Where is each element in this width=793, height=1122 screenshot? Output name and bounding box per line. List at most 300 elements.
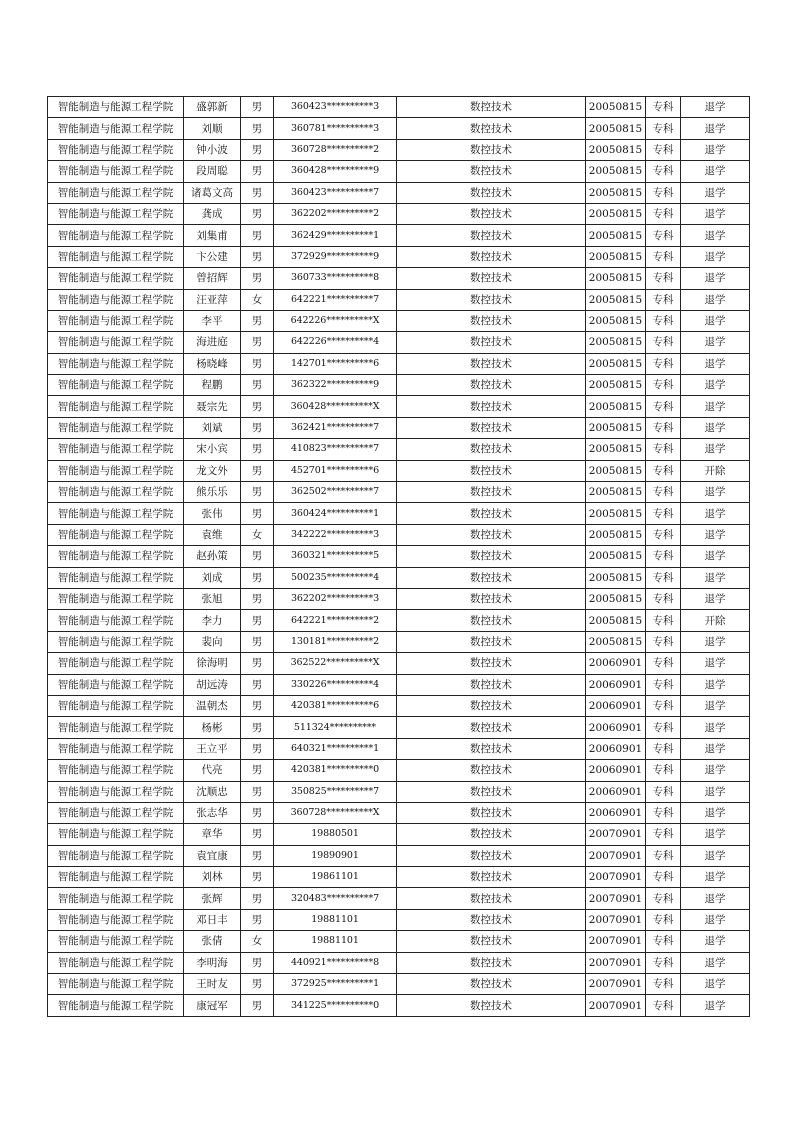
- cell-enroll-date: 20050815: [586, 631, 646, 652]
- cell-level: 专科: [646, 503, 681, 524]
- table-row: [48, 674, 750, 695]
- cell-name: 沈顺忠: [184, 781, 241, 802]
- cell-status: 退学: [681, 246, 750, 267]
- cell-sex: 男: [241, 824, 274, 845]
- cell-id-number: 350825**********7: [274, 781, 397, 802]
- cell-name: 章华: [184, 824, 241, 845]
- cell-enroll-date: 20050815: [586, 246, 646, 267]
- cell-name: 康冠军: [184, 995, 241, 1016]
- cell-status: 退学: [681, 310, 750, 331]
- cell-major: 数控技术: [397, 888, 586, 909]
- table-row: [48, 503, 750, 524]
- cell-name: 龚成: [184, 203, 241, 224]
- cell-level: 专科: [646, 139, 681, 160]
- cell-status: 退学: [681, 867, 750, 888]
- cell-sex: 男: [241, 439, 274, 460]
- cell-college: 智能制造与能源工程学院: [48, 482, 184, 503]
- cell-sex: 女: [241, 524, 274, 545]
- cell-enroll-date: 20070901: [586, 909, 646, 930]
- cell-major: 数控技术: [397, 738, 586, 759]
- cell-sex: 男: [241, 353, 274, 374]
- cell-name: 刘集甫: [184, 225, 241, 246]
- cell-sex: 男: [241, 310, 274, 331]
- cell-sex: 男: [241, 139, 274, 160]
- cell-level: 专科: [646, 674, 681, 695]
- cell-id-number: 19881101: [274, 909, 397, 930]
- cell-status: 退学: [681, 760, 750, 781]
- table-row: [48, 974, 750, 995]
- cell-enroll-date: 20050815: [586, 182, 646, 203]
- cell-enroll-date: 20050815: [586, 97, 646, 118]
- cell-name: 盛郭新: [184, 97, 241, 118]
- cell-major: 数控技术: [397, 802, 586, 823]
- table-row: [48, 588, 750, 609]
- cell-college: 智能制造与能源工程学院: [48, 246, 184, 267]
- table-row: [48, 182, 750, 203]
- cell-major: 数控技术: [397, 375, 586, 396]
- cell-enroll-date: 20070901: [586, 824, 646, 845]
- cell-name: 张倩: [184, 931, 241, 952]
- table-row: [48, 524, 750, 545]
- cell-id-number: 410823**********7: [274, 439, 397, 460]
- cell-id-number: 452701**********6: [274, 460, 397, 481]
- cell-name: 曾招辉: [184, 268, 241, 289]
- cell-enroll-date: 20050815: [586, 268, 646, 289]
- cell-enroll-date: 20050815: [586, 439, 646, 460]
- cell-name: 刘成: [184, 567, 241, 588]
- cell-college: 智能制造与能源工程学院: [48, 139, 184, 160]
- cell-college: 智能制造与能源工程学院: [48, 695, 184, 716]
- cell-sex: 女: [241, 931, 274, 952]
- table-row: [48, 246, 750, 267]
- table-row: [48, 417, 750, 438]
- cell-name: 李平: [184, 310, 241, 331]
- cell-id-number: 360781**********3: [274, 118, 397, 139]
- cell-sex: 男: [241, 738, 274, 759]
- cell-sex: 男: [241, 760, 274, 781]
- cell-name: 龙文外: [184, 460, 241, 481]
- cell-level: 专科: [646, 824, 681, 845]
- cell-college: 智能制造与能源工程学院: [48, 203, 184, 224]
- cell-status: 退学: [681, 631, 750, 652]
- cell-level: 专科: [646, 909, 681, 930]
- cell-id-number: 420381**********0: [274, 760, 397, 781]
- cell-college: 智能制造与能源工程学院: [48, 460, 184, 481]
- table-row: [48, 203, 750, 224]
- cell-major: 数控技术: [397, 845, 586, 866]
- cell-level: 专科: [646, 118, 681, 139]
- cell-status: 退学: [681, 931, 750, 952]
- cell-sex: 男: [241, 503, 274, 524]
- cell-enroll-date: 20050815: [586, 567, 646, 588]
- cell-college: 智能制造与能源工程学院: [48, 503, 184, 524]
- cell-college: 智能制造与能源工程学院: [48, 524, 184, 545]
- cell-level: 专科: [646, 203, 681, 224]
- table-row: [48, 289, 750, 310]
- cell-enroll-date: 20060901: [586, 717, 646, 738]
- cell-sex: 男: [241, 118, 274, 139]
- cell-major: 数控技术: [397, 203, 586, 224]
- cell-major: 数控技术: [397, 867, 586, 888]
- cell-name: 段周聪: [184, 161, 241, 182]
- cell-id-number: 362522**********X: [274, 653, 397, 674]
- cell-enroll-date: 20070901: [586, 931, 646, 952]
- cell-name: 海进庭: [184, 332, 241, 353]
- cell-level: 专科: [646, 802, 681, 823]
- cell-major: 数控技术: [397, 139, 586, 160]
- cell-id-number: 360423**********7: [274, 182, 397, 203]
- cell-status: 退学: [681, 888, 750, 909]
- cell-status: 退学: [681, 824, 750, 845]
- cell-major: 数控技术: [397, 610, 586, 631]
- cell-status: 退学: [681, 503, 750, 524]
- cell-status: 退学: [681, 524, 750, 545]
- cell-enroll-date: 20050815: [586, 353, 646, 374]
- cell-college: 智能制造与能源工程学院: [48, 225, 184, 246]
- cell-id-number: 372929**********9: [274, 246, 397, 267]
- cell-enroll-date: 20060901: [586, 760, 646, 781]
- cell-enroll-date: 20050815: [586, 588, 646, 609]
- cell-sex: 男: [241, 781, 274, 802]
- cell-major: 数控技术: [397, 503, 586, 524]
- cell-level: 专科: [646, 567, 681, 588]
- cell-sex: 男: [241, 396, 274, 417]
- cell-sex: 男: [241, 995, 274, 1016]
- cell-college: 智能制造与能源工程学院: [48, 867, 184, 888]
- cell-college: 智能制造与能源工程学院: [48, 845, 184, 866]
- cell-level: 专科: [646, 310, 681, 331]
- cell-major: 数控技术: [397, 588, 586, 609]
- table-row: [48, 396, 750, 417]
- cell-id-number: 642226**********X: [274, 310, 397, 331]
- cell-enroll-date: 20050815: [586, 332, 646, 353]
- cell-name: 袁宜康: [184, 845, 241, 866]
- cell-status: 退学: [681, 417, 750, 438]
- cell-id-number: 360321**********5: [274, 546, 397, 567]
- cell-level: 专科: [646, 995, 681, 1016]
- cell-college: 智能制造与能源工程学院: [48, 653, 184, 674]
- cell-name: 钟小波: [184, 139, 241, 160]
- cell-college: 智能制造与能源工程学院: [48, 931, 184, 952]
- cell-enroll-date: 20050815: [586, 161, 646, 182]
- cell-major: 数控技术: [397, 439, 586, 460]
- cell-id-number: 642226**********4: [274, 332, 397, 353]
- cell-sex: 男: [241, 246, 274, 267]
- cell-id-number: 360728**********X: [274, 802, 397, 823]
- cell-id-number: 362421**********7: [274, 417, 397, 438]
- cell-sex: 男: [241, 653, 274, 674]
- cell-sex: 男: [241, 97, 274, 118]
- cell-id-number: 362429**********1: [274, 225, 397, 246]
- cell-college: 智能制造与能源工程学院: [48, 824, 184, 845]
- cell-name: 刘林: [184, 867, 241, 888]
- cell-level: 专科: [646, 375, 681, 396]
- table-row: [48, 952, 750, 973]
- cell-major: 数控技术: [397, 332, 586, 353]
- table-row: [48, 546, 750, 567]
- cell-major: 数控技术: [397, 417, 586, 438]
- cell-status: 退学: [681, 974, 750, 995]
- cell-enroll-date: 20050815: [586, 460, 646, 481]
- cell-enroll-date: 20050815: [586, 417, 646, 438]
- cell-name: 刘顺: [184, 118, 241, 139]
- cell-level: 专科: [646, 268, 681, 289]
- table-row: [48, 631, 750, 652]
- cell-name: 袁维: [184, 524, 241, 545]
- table-row: [48, 482, 750, 503]
- cell-college: 智能制造与能源工程学院: [48, 909, 184, 930]
- cell-status: 开除: [681, 460, 750, 481]
- cell-enroll-date: 20050815: [586, 289, 646, 310]
- cell-sex: 男: [241, 203, 274, 224]
- cell-status: 退学: [681, 482, 750, 503]
- cell-status: 退学: [681, 396, 750, 417]
- cell-id-number: 142701**********6: [274, 353, 397, 374]
- cell-major: 数控技术: [397, 974, 586, 995]
- cell-college: 智能制造与能源工程学院: [48, 375, 184, 396]
- cell-level: 专科: [646, 931, 681, 952]
- cell-college: 智能制造与能源工程学院: [48, 738, 184, 759]
- cell-name: 赵孙策: [184, 546, 241, 567]
- table-row: [48, 610, 750, 631]
- cell-level: 专科: [646, 482, 681, 503]
- cell-status: 退学: [681, 738, 750, 759]
- cell-status: 退学: [681, 139, 750, 160]
- cell-sex: 男: [241, 867, 274, 888]
- table-row: [48, 310, 750, 331]
- cell-sex: 男: [241, 460, 274, 481]
- table-row: [48, 139, 750, 160]
- cell-major: 数控技术: [397, 396, 586, 417]
- cell-sex: 男: [241, 332, 274, 353]
- cell-sex: 男: [241, 588, 274, 609]
- cell-college: 智能制造与能源工程学院: [48, 610, 184, 631]
- table-row: [48, 738, 750, 759]
- table-row: [48, 824, 750, 845]
- table-row: [48, 695, 750, 716]
- cell-enroll-date: 20050815: [586, 225, 646, 246]
- cell-name: 代亮: [184, 760, 241, 781]
- cell-college: 智能制造与能源工程学院: [48, 332, 184, 353]
- cell-major: 数控技术: [397, 567, 586, 588]
- cell-college: 智能制造与能源工程学院: [48, 974, 184, 995]
- cell-level: 专科: [646, 952, 681, 973]
- cell-sex: 男: [241, 375, 274, 396]
- cell-level: 专科: [646, 460, 681, 481]
- cell-major: 数控技术: [397, 653, 586, 674]
- cell-status: 退学: [681, 802, 750, 823]
- cell-status: 退学: [681, 118, 750, 139]
- cell-enroll-date: 20070901: [586, 888, 646, 909]
- cell-college: 智能制造与能源工程学院: [48, 268, 184, 289]
- table-row: [48, 353, 750, 374]
- table-row: [48, 439, 750, 460]
- cell-sex: 男: [241, 161, 274, 182]
- cell-name: 程鹏: [184, 375, 241, 396]
- cell-major: 数控技术: [397, 631, 586, 652]
- cell-status: 退学: [681, 995, 750, 1016]
- cell-status: 退学: [681, 97, 750, 118]
- cell-enroll-date: 20060901: [586, 653, 646, 674]
- table-row: [48, 225, 750, 246]
- cell-enroll-date: 20050815: [586, 482, 646, 503]
- cell-enroll-date: 20050815: [586, 203, 646, 224]
- cell-id-number: 500235**********4: [274, 567, 397, 588]
- cell-sex: 男: [241, 631, 274, 652]
- cell-major: 数控技术: [397, 268, 586, 289]
- cell-id-number: 372925**********1: [274, 974, 397, 995]
- cell-status: 退学: [681, 225, 750, 246]
- cell-level: 专科: [646, 246, 681, 267]
- cell-major: 数控技术: [397, 460, 586, 481]
- cell-id-number: 362202**********2: [274, 203, 397, 224]
- table-row: [48, 375, 750, 396]
- cell-name: 张志华: [184, 802, 241, 823]
- table-row: [48, 97, 750, 118]
- cell-level: 专科: [646, 974, 681, 995]
- cell-major: 数控技术: [397, 289, 586, 310]
- cell-id-number: 330226**********4: [274, 674, 397, 695]
- cell-name: 邓日丰: [184, 909, 241, 930]
- cell-college: 智能制造与能源工程学院: [48, 802, 184, 823]
- cell-level: 专科: [646, 610, 681, 631]
- cell-level: 专科: [646, 225, 681, 246]
- cell-status: 开除: [681, 610, 750, 631]
- cell-college: 智能制造与能源工程学院: [48, 588, 184, 609]
- cell-college: 智能制造与能源工程学院: [48, 717, 184, 738]
- cell-status: 退学: [681, 268, 750, 289]
- cell-id-number: 360428**********9: [274, 161, 397, 182]
- cell-enroll-date: 20050815: [586, 310, 646, 331]
- cell-sex: 男: [241, 567, 274, 588]
- cell-status: 退学: [681, 653, 750, 674]
- cell-sex: 男: [241, 417, 274, 438]
- table-row: [48, 268, 750, 289]
- cell-id-number: 420381**********6: [274, 695, 397, 716]
- cell-name: 宋小宾: [184, 439, 241, 460]
- cell-sex: 男: [241, 610, 274, 631]
- cell-id-number: 342222**********3: [274, 524, 397, 545]
- cell-college: 智能制造与能源工程学院: [48, 952, 184, 973]
- cell-name: 胡远涛: [184, 674, 241, 695]
- table-row: [48, 653, 750, 674]
- cell-college: 智能制造与能源工程学院: [48, 118, 184, 139]
- cell-status: 退学: [681, 845, 750, 866]
- cell-status: 退学: [681, 567, 750, 588]
- cell-enroll-date: 20060901: [586, 695, 646, 716]
- cell-major: 数控技术: [397, 246, 586, 267]
- cell-level: 专科: [646, 97, 681, 118]
- cell-level: 专科: [646, 845, 681, 866]
- cell-major: 数控技术: [397, 182, 586, 203]
- cell-major: 数控技术: [397, 524, 586, 545]
- cell-enroll-date: 20060901: [586, 781, 646, 802]
- cell-college: 智能制造与能源工程学院: [48, 161, 184, 182]
- cell-sex: 男: [241, 909, 274, 930]
- cell-level: 专科: [646, 439, 681, 460]
- cell-id-number: 642221**********7: [274, 289, 397, 310]
- cell-level: 专科: [646, 332, 681, 353]
- cell-id-number: 440921**********8: [274, 952, 397, 973]
- cell-sex: 男: [241, 952, 274, 973]
- cell-major: 数控技术: [397, 546, 586, 567]
- table-row: [48, 118, 750, 139]
- cell-id-number: 360424**********1: [274, 503, 397, 524]
- student-status-table: [47, 96, 750, 1017]
- cell-major: 数控技术: [397, 931, 586, 952]
- cell-name: 杨彬: [184, 717, 241, 738]
- cell-id-number: 19880501: [274, 824, 397, 845]
- cell-college: 智能制造与能源工程学院: [48, 888, 184, 909]
- cell-id-number: 19890901: [274, 845, 397, 866]
- cell-sex: 男: [241, 845, 274, 866]
- cell-major: 数控技术: [397, 995, 586, 1016]
- cell-status: 退学: [681, 182, 750, 203]
- table-row: [48, 888, 750, 909]
- cell-level: 专科: [646, 717, 681, 738]
- cell-enroll-date: 20070901: [586, 974, 646, 995]
- cell-level: 专科: [646, 631, 681, 652]
- cell-id-number: 19861101: [274, 867, 397, 888]
- cell-sex: 男: [241, 974, 274, 995]
- cell-level: 专科: [646, 867, 681, 888]
- cell-level: 专科: [646, 781, 681, 802]
- table-body: [48, 97, 750, 1017]
- cell-level: 专科: [646, 182, 681, 203]
- cell-name: 杨晓峰: [184, 353, 241, 374]
- cell-status: 退学: [681, 375, 750, 396]
- cell-id-number: 511324**********: [274, 717, 397, 738]
- cell-major: 数控技术: [397, 760, 586, 781]
- cell-level: 专科: [646, 546, 681, 567]
- cell-name: 王立平: [184, 738, 241, 759]
- cell-name: 熊乐乐: [184, 482, 241, 503]
- cell-name: 张旭: [184, 588, 241, 609]
- table-row: [48, 717, 750, 738]
- cell-sex: 男: [241, 482, 274, 503]
- cell-sex: 男: [241, 674, 274, 695]
- cell-id-number: 362202**********3: [274, 588, 397, 609]
- cell-major: 数控技术: [397, 310, 586, 331]
- cell-level: 专科: [646, 588, 681, 609]
- cell-sex: 男: [241, 225, 274, 246]
- cell-status: 退学: [681, 289, 750, 310]
- cell-major: 数控技术: [397, 824, 586, 845]
- cell-major: 数控技术: [397, 674, 586, 695]
- cell-sex: 男: [241, 182, 274, 203]
- cell-id-number: 19881101: [274, 931, 397, 952]
- cell-college: 智能制造与能源工程学院: [48, 353, 184, 374]
- cell-sex: 男: [241, 717, 274, 738]
- cell-id-number: 130181**********2: [274, 631, 397, 652]
- cell-major: 数控技术: [397, 97, 586, 118]
- cell-level: 专科: [646, 760, 681, 781]
- table-row: [48, 567, 750, 588]
- cell-name: 卞公建: [184, 246, 241, 267]
- cell-enroll-date: 20050815: [586, 524, 646, 545]
- cell-enroll-date: 20050815: [586, 610, 646, 631]
- cell-name: 徐海明: [184, 653, 241, 674]
- cell-name: 王时友: [184, 974, 241, 995]
- cell-sex: 男: [241, 268, 274, 289]
- cell-status: 退学: [681, 353, 750, 374]
- cell-enroll-date: 20050815: [586, 375, 646, 396]
- cell-enroll-date: 20050815: [586, 503, 646, 524]
- table-row: [48, 161, 750, 182]
- cell-college: 智能制造与能源工程学院: [48, 631, 184, 652]
- cell-status: 退学: [681, 161, 750, 182]
- cell-status: 退学: [681, 952, 750, 973]
